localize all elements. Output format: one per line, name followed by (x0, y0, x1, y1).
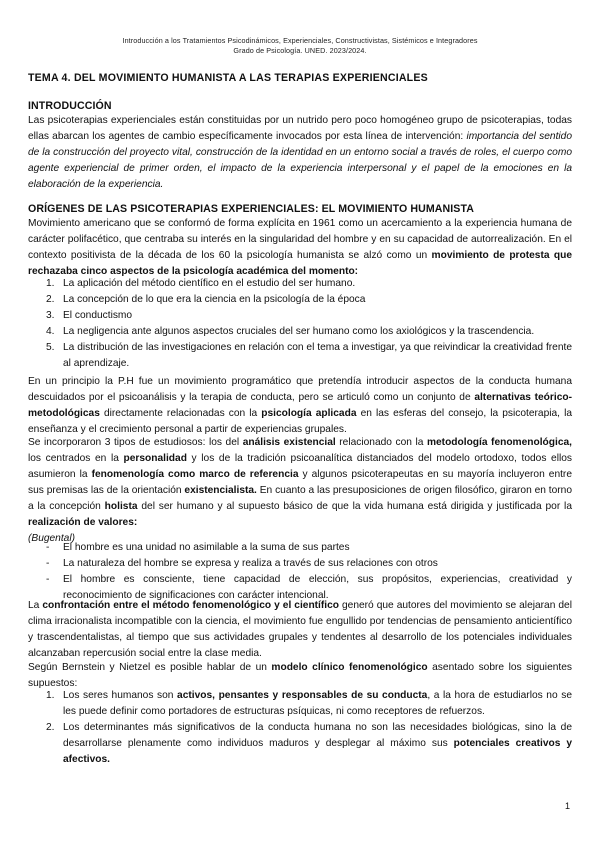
list-item-text: La negligencia ante algunos aspectos cruciales del ser humano como los axiológicos y la trascendencia. (63, 326, 535, 337)
list-number: 2. (46, 722, 55, 733)
citation-bugental: (Bugental) (28, 533, 76, 544)
list-number: 3. (46, 310, 55, 321)
text-run: asentado sobre los siguientes supuestos: (28, 662, 572, 689)
bold-run: análisis existencial (242, 437, 336, 448)
header-degree-line: Grado de Psicología. UNED. 2023/2024. (233, 46, 367, 55)
page-number: 1 (564, 801, 570, 811)
text-run: y algunos psicoterapeutas en su mayoría incluyeron entre sus premisas las de la orientación (28, 469, 572, 496)
text-run: generó que autores del movimiento se alejaran del clima irracionalista incompatible con la ciencia, el movimiento fue engullido por tendencias de pensamiento anticientífico y trascendentalistas, al tiempo que sus actividades grupales y tendentes al desarrollo de los potenciales individuales alcanzaban repercusión social entre la clase media. (28, 600, 572, 659)
text-run: La (28, 600, 43, 611)
rejected-aspects-list (28, 276, 572, 372)
list-item-text: La naturaleza del hombre se expresa y realiza a través de sus relaciones con otros (63, 558, 438, 569)
list-item (28, 556, 572, 572)
bold-run: alternativas teórico-metodológicas (28, 392, 572, 419)
list-bullet: - (46, 542, 50, 553)
bold-run: psicología aplicada (261, 408, 357, 419)
intro-heading: INTRODUCCIÓN (28, 100, 112, 112)
list-bullet: - (46, 558, 50, 569)
list-item (28, 720, 572, 768)
bold-run: confrontación entre el método fenomenológico y el científico (42, 600, 339, 611)
text-run: los centrados en la (28, 453, 124, 464)
list-item-text: El conductismo (63, 310, 133, 321)
text-run: En cuanto a las presuposiciones de origen filosófico, giraron en torno a la concepción (28, 485, 572, 512)
bold-run: potenciales creativos y afectivos. (63, 738, 572, 765)
text-run: Los determinantes más significativos de la conducta humana no son las necesidades biológicas, sino la de desarrollarse plenamente como individuos maduros y desplegar al máximo sus (63, 722, 572, 749)
list-bullet: - (46, 574, 50, 585)
bold-run: modelo clínico fenomenológico (271, 662, 428, 673)
bold-run: activos, pensantes y responsables de su conducta (177, 690, 428, 701)
intro-paragraph (28, 113, 572, 193)
bold-run: personalidad (123, 453, 187, 464)
list-number: 5. (46, 342, 55, 353)
text-run: Según Bernstein y Nietzel es posible hablar de un (28, 662, 272, 673)
list-item-text: La aplicación del método científico en el estudio del ser humano. (63, 278, 356, 289)
origins-paragraph-3 (28, 435, 572, 547)
text-run: del ser humano y al supuesto básico de que la vida humana está dirigida y justificada por la (137, 501, 572, 512)
running-header (28, 36, 572, 56)
origins-p1-text: Movimiento americano que se conformó de forma explícita en 1961 como un acercamiento a la experiencia humana de carácter polifacético, que centraba su interés en la singularidad del hombre y en su capacidad de autorrealización. En el contexto positivista de la década de los 60 la psicología humanista se alzó como un (28, 218, 572, 261)
text-run: relacionado con la (335, 437, 427, 448)
origins-paragraph-1 (28, 216, 572, 280)
text-run: , a la hora de estudiarlos no se les puede definir como portadores de estructuras psíquicas, ni como receptores de refuerzos. (63, 690, 572, 717)
list-number: 2. (46, 294, 55, 305)
bold-run: existencialista. (184, 485, 257, 496)
clinical-model-list (28, 688, 572, 768)
text-run: Se incorporaron 3 tipos de estudiosos: los del (28, 437, 243, 448)
list-item (28, 340, 572, 372)
list-item (28, 688, 572, 720)
bold-run: holista (104, 501, 138, 512)
intro-text: Las psicoterapias experienciales están constituidas por un nutrido pero poco homogéneo grupo de psicoterapias, todas ellas abarcan los agentes de cambio específicamente invocados por esta línea de intervención: (28, 115, 572, 142)
list-number: 1. (46, 278, 55, 289)
list-item (28, 276, 572, 292)
origins-paragraph-4 (28, 598, 572, 662)
list-number: 4. (46, 326, 55, 337)
text-run: y los de la tradición psicoanalítica distanciados del modelo ortodoxo, todos ellos asumieron la (28, 453, 572, 480)
list-item (28, 540, 572, 556)
premises-list (28, 540, 572, 604)
intro-italic-text: importancia del sentido de la construcción del proyecto vital, construcción de la identidad en un entorno social a través de roles, el cuerpo como agente experiencial de primer orden, el impacto de la experiencia interpersonal y el papel de la emociones en la elaboración de la experiencia. (28, 131, 573, 190)
list-item (28, 324, 572, 340)
text-run: directamente relacionadas con la (99, 408, 262, 419)
text-run: En un principio la P.H fue un movimiento programático que pretendía introducir aspectos de la conducta humana descuidados por el psicoanálisis y la terapia de conducta, pero se articuló como un conjunto de (28, 376, 572, 403)
chapter-title: TEMA 4. DEL MOVIMIENTO HUMANISTA A LAS TERAPIAS EXPERIENCIALES (28, 72, 428, 84)
list-item-text: La concepción de lo que era la ciencia en la psicología de la época (63, 294, 366, 305)
list-item (28, 308, 572, 324)
list-item-text: El hombre es una unidad no asimilable a la suma de sus partes (63, 542, 350, 553)
origins-heading: ORÍGENES DE LAS PSICOTERAPIAS EXPERIENCIALES: EL MOVIMIENTO HUMANISTA (28, 203, 475, 215)
origins-paragraph-2 (28, 374, 572, 438)
bold-run: realización de valores: (28, 517, 138, 528)
bold-run: fenomenología como marco de referencia (91, 469, 299, 480)
list-number: 1. (46, 690, 55, 701)
list-item-text: La distribución de las investigaciones en relación con el tema a investigar, ya que reivindicar la creatividad frente al aprendizaje. (63, 342, 572, 369)
bold-run: metodología fenomenológica, (426, 437, 572, 448)
text-run: en las esferas del consejo, la psicoterapia, la enseñanza y el crecimiento personal a partir de experiencias grupales. (28, 408, 572, 435)
origins-p1-bold: movimiento de protesta que rechazaba cinco aspectos de la psicología académica del momento: (28, 250, 572, 277)
header-course-title: Introducción a los Tratamientos Psicodinámicos, Experienciales, Constructivistas, Sistémicos e Integradores (122, 36, 478, 45)
text-run: Los seres humanos son (63, 690, 178, 701)
list-item-text: El hombre es consciente, tiene capacidad de elección, sus propósitos, experiencias, creatividad y reconocimiento de significaciones con carácter intencional. (63, 574, 572, 601)
list-item (28, 292, 572, 308)
